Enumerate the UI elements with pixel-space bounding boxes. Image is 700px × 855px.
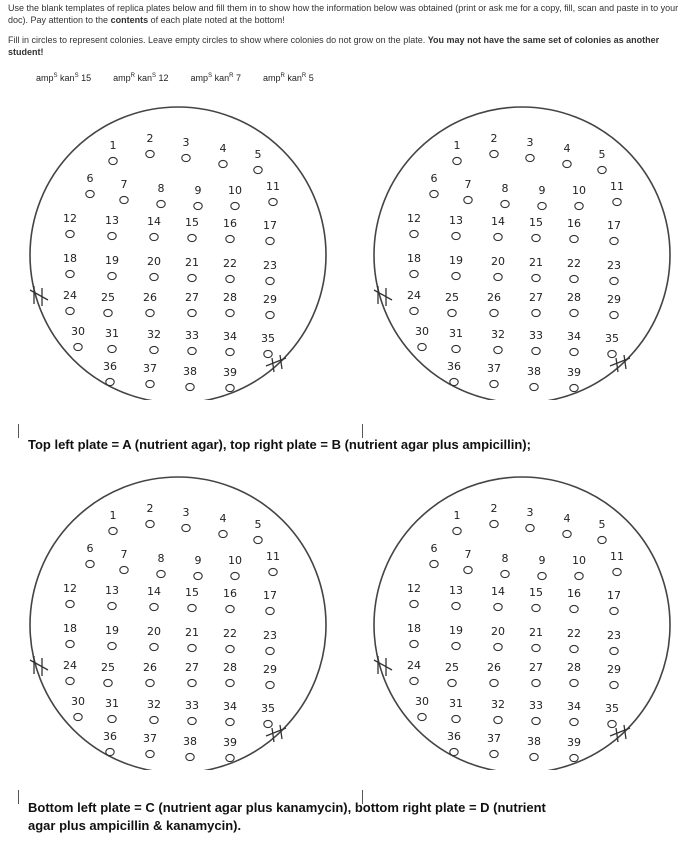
colony-number: 2: [146, 502, 154, 515]
colony-number: 34: [223, 700, 237, 713]
colony-number: 39: [567, 736, 581, 749]
colony-number: 3: [526, 506, 534, 519]
divider-mark: [362, 424, 363, 438]
colony-number: 25: [445, 291, 459, 304]
colony-number: 6: [86, 172, 94, 185]
instruction-text-end: of each plate noted at the bottom!: [148, 15, 285, 25]
colony-number: 22: [223, 257, 237, 270]
colony-number: 36: [103, 360, 117, 373]
caption-bottom-line2: agar plus ampicillin & kanamycin).: [28, 818, 242, 833]
colony-number: 6: [430, 172, 438, 185]
colony-number: 17: [263, 219, 277, 232]
colony-number: 23: [607, 629, 621, 642]
colony-number: 5: [254, 518, 262, 531]
colony-number: 24: [63, 289, 77, 302]
colony-number: 39: [567, 366, 581, 379]
colony-number: 36: [447, 360, 461, 373]
instruction-paragraph-1: [8, 2, 696, 26]
colony-number: 23: [263, 629, 277, 642]
plate-c-template: [18, 470, 338, 770]
colony-number: 5: [598, 148, 606, 161]
colony-number: 3: [526, 136, 534, 149]
colony-number: 30: [415, 695, 429, 708]
colony-number: 21: [185, 626, 199, 639]
colony-number: 16: [223, 587, 237, 600]
colony-number: 35: [261, 702, 275, 715]
colony-number: 26: [143, 291, 157, 304]
colony-number: 11: [266, 550, 280, 563]
colony-number: 19: [449, 624, 463, 637]
colony-number: 16: [223, 217, 237, 230]
colony-number: 8: [501, 552, 509, 565]
colony-number: 32: [491, 698, 505, 711]
instruction-text: Fill in circles to represent colonies. Leave empty circles to show where colonies do not grow on the plate.: [8, 35, 428, 45]
colony-number: 30: [415, 325, 429, 338]
colony-number: 20: [491, 255, 505, 268]
colony-number: 12: [407, 582, 421, 595]
instruction-bold: contents: [110, 15, 149, 25]
colony-number: 21: [185, 256, 199, 269]
colony-number: 38: [183, 735, 197, 748]
colony-number: 12: [407, 212, 421, 225]
colony-number: 18: [407, 622, 421, 635]
count-ampR-kanR: amp$^R$ kan$^R$ 5: [262, 73, 314, 83]
colony-number: 6: [430, 542, 438, 555]
colony-number: 29: [607, 293, 621, 306]
instruction-paragraph-2: [8, 34, 696, 58]
colony-number: 9: [538, 184, 546, 197]
colony-number: 24: [407, 289, 421, 302]
instruction-text: Use the blank templates of replica plates below and fill them in to show how the information below was obtained (print or ask me for a copy, fill, scan and paste in to your doc). Pay attention to the: [8, 3, 679, 25]
colony-number: 13: [449, 214, 463, 227]
colony-number: 32: [147, 328, 161, 341]
colony-number: 15: [529, 216, 543, 229]
colony-number: 30: [71, 695, 85, 708]
colony-number: 1: [109, 509, 117, 522]
colony-number: 9: [194, 184, 202, 197]
colony-number: 22: [567, 627, 581, 640]
colony-number: 7: [120, 548, 128, 561]
colony-number: 32: [147, 698, 161, 711]
colony-number: 28: [223, 661, 237, 674]
colony-number: 23: [607, 259, 621, 272]
colony-number: 3: [182, 506, 190, 519]
colony-number: 28: [567, 291, 581, 304]
colony-number: 10: [572, 184, 586, 197]
colony-number: 24: [63, 659, 77, 672]
colony-number: 19: [105, 254, 119, 267]
colony-number: 38: [527, 365, 541, 378]
plate-d-template: [362, 470, 682, 770]
colony-number: 37: [487, 732, 501, 745]
count-ampS-kanS: amp$^S$ kan$^S$ 15: [36, 73, 92, 83]
colony-number: 13: [105, 214, 119, 227]
colony-number: 1: [109, 139, 117, 152]
colony-number: 12: [63, 212, 77, 225]
colony-number: 11: [266, 180, 280, 193]
colony-number: 33: [529, 699, 543, 712]
colony-number: 15: [529, 586, 543, 599]
colony-number: 31: [105, 697, 119, 710]
colony-number: 9: [194, 554, 202, 567]
colony-number: 10: [572, 554, 586, 567]
colony-number: 7: [464, 548, 472, 561]
colony-number: 19: [449, 254, 463, 267]
colony-number: 1: [453, 139, 461, 152]
divider-mark: [18, 790, 19, 804]
colony-number: 9: [538, 554, 546, 567]
colony-number: 33: [185, 329, 199, 342]
colony-number: 25: [101, 291, 115, 304]
instruction-bold: You may not have the same set of colonies as another student!: [8, 35, 660, 57]
plate-b-template: [362, 100, 682, 400]
colony-number: 11: [610, 550, 624, 563]
colony-number: 2: [490, 132, 498, 145]
colony-number: 2: [146, 132, 154, 145]
genotype-counts: [36, 73, 314, 83]
colony-number: 26: [143, 661, 157, 674]
colony-number: 39: [223, 736, 237, 749]
colony-number: 29: [263, 663, 277, 676]
colony-number: 36: [447, 730, 461, 743]
colony-number: 39: [223, 366, 237, 379]
colony-number: 28: [223, 291, 237, 304]
colony-number: 23: [263, 259, 277, 272]
colony-number: 7: [464, 178, 472, 191]
colony-number: 29: [263, 293, 277, 306]
plate-d[interactable]: [362, 470, 682, 770]
colony-number: 8: [157, 552, 165, 565]
colony-number: 16: [567, 587, 581, 600]
colony-number: 32: [491, 328, 505, 341]
colony-number: 18: [63, 622, 77, 635]
colony-number: 36: [103, 730, 117, 743]
colony-number: 21: [529, 256, 543, 269]
colony-number: 26: [487, 291, 501, 304]
caption-bottom-line1: Bottom left plate = C (nutrient agar plus kanamycin), bottom right plate = D (nutrient: [28, 800, 546, 815]
colony-number: 11: [610, 180, 624, 193]
colony-number: 22: [567, 257, 581, 270]
colony-number: 4: [219, 142, 227, 155]
colony-number: 27: [185, 661, 199, 674]
colony-number: 38: [183, 365, 197, 378]
colony-number: 24: [407, 659, 421, 672]
colony-number: 37: [143, 362, 157, 375]
colony-number: 31: [449, 327, 463, 340]
colony-number: 10: [228, 554, 242, 567]
colony-number: 31: [449, 697, 463, 710]
colony-number: 4: [219, 512, 227, 525]
colony-number: 35: [605, 702, 619, 715]
colony-number: 20: [147, 625, 161, 638]
colony-number: 37: [487, 362, 501, 375]
colony-number: 33: [529, 329, 543, 342]
colony-number: 17: [263, 589, 277, 602]
colony-number: 30: [71, 325, 85, 338]
colony-number: 25: [101, 661, 115, 674]
colony-number: 31: [105, 327, 119, 340]
colony-number: 13: [105, 584, 119, 597]
colony-number: 25: [445, 661, 459, 674]
colony-number: 5: [598, 518, 606, 531]
colony-number: 37: [143, 732, 157, 745]
count-ampR-kanS: amp$^R$ kan$^S$ 12: [113, 73, 169, 83]
colony-number: 6: [86, 542, 94, 555]
colony-number: 7: [120, 178, 128, 191]
colony-number: 13: [449, 584, 463, 597]
colony-number: 26: [487, 661, 501, 674]
colony-number: 34: [567, 700, 581, 713]
plate-b[interactable]: [362, 100, 682, 400]
colony-number: 10: [228, 184, 242, 197]
colony-number: 34: [223, 330, 237, 343]
colony-number: 14: [491, 215, 505, 228]
colony-number: 4: [563, 512, 571, 525]
plate-a[interactable]: [18, 100, 338, 400]
colony-number: 1: [453, 509, 461, 522]
colony-number: 19: [105, 624, 119, 637]
colony-number: 35: [261, 332, 275, 345]
colony-number: 14: [147, 215, 161, 228]
colony-number: 17: [607, 589, 621, 602]
colony-number: 8: [501, 182, 509, 195]
colony-number: 4: [563, 142, 571, 155]
instructions: [8, 2, 696, 58]
colony-number: 2: [490, 502, 498, 515]
colony-number: 38: [527, 735, 541, 748]
colony-number: 27: [185, 291, 199, 304]
colony-number: 33: [185, 699, 199, 712]
colony-number: 35: [605, 332, 619, 345]
colony-number: 27: [529, 661, 543, 674]
divider-mark: [18, 424, 19, 438]
colony-number: 16: [567, 217, 581, 230]
colony-number: 17: [607, 219, 621, 232]
colony-number: 29: [607, 663, 621, 676]
colony-number: 12: [63, 582, 77, 595]
colony-number: 14: [491, 585, 505, 598]
colony-number: 22: [223, 627, 237, 640]
colony-number: 14: [147, 585, 161, 598]
plate-a-template: [18, 100, 338, 400]
count-ampS-kanR: amp$^S$ kan$^R$ 7: [190, 73, 241, 83]
colony-number: 18: [63, 252, 77, 265]
colony-number: 20: [491, 625, 505, 638]
colony-number: 3: [182, 136, 190, 149]
plate-c[interactable]: [18, 470, 338, 770]
colony-number: 27: [529, 291, 543, 304]
colony-number: 20: [147, 255, 161, 268]
colony-number: 8: [157, 182, 165, 195]
caption-top: Top left plate = A (nutrient agar), top right plate = B (nutrient agar plus ampicillin);: [28, 437, 531, 452]
colony-number: 15: [185, 586, 199, 599]
colony-number: 21: [529, 626, 543, 639]
colony-number: 5: [254, 148, 262, 161]
colony-number: 15: [185, 216, 199, 229]
colony-number: 34: [567, 330, 581, 343]
colony-number: 28: [567, 661, 581, 674]
colony-number: 18: [407, 252, 421, 265]
